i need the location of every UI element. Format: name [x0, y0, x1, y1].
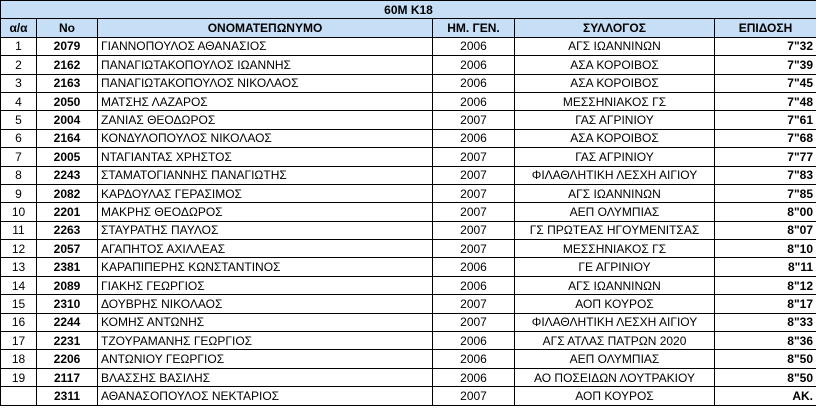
title-row — [1, 1, 816, 19]
row-birth-year: 2007 — [433, 166, 515, 184]
table-row — [1, 37, 816, 55]
row-aa: 6 — [1, 129, 37, 147]
row-performance: 8"11 — [715, 258, 816, 276]
table-row — [1, 313, 816, 331]
row-aa: 4 — [1, 92, 37, 110]
row-birth-year: 2007 — [433, 387, 515, 405]
table-row — [1, 221, 816, 239]
row-bib-number: 2206 — [37, 350, 98, 368]
row-aa: 5 — [1, 111, 37, 129]
row-aa: 7 — [1, 148, 37, 166]
row-performance: 8"36 — [715, 332, 816, 350]
row-athlete-name: ΓΙΑΝΝΟΠΟΥΛΟΣ ΑΘΑΝΑΣΙΟΣ — [98, 37, 433, 55]
col-header-name: ΟΝΟΜΑΤΕΠΩΝΥΜΟ — [98, 19, 433, 37]
row-club: ΦΙΛΑΘΛΗΤΙΚΗ ΛΕΣΧΗ ΑΙΓΙΟΥ — [515, 166, 715, 184]
row-aa: 14 — [1, 276, 37, 294]
row-aa: 3 — [1, 74, 37, 92]
row-club: ΜΕΣΣΗΝΙΑΚΟΣ ΓΣ — [515, 240, 715, 258]
row-birth-year: 2007 — [433, 203, 515, 221]
col-header-no: No — [37, 19, 98, 37]
row-athlete-name: ΑΘΑΝΑΣΟΠΟΥΛΟΣ ΝΕΚΤΑΡΙΟΣ — [98, 387, 433, 405]
table-row — [1, 276, 816, 294]
row-performance: 8"00 — [715, 203, 816, 221]
row-birth-year: 2006 — [433, 350, 515, 368]
row-birth-year: 2006 — [433, 37, 515, 55]
row-athlete-name: ΤΖΟΥΡΑΜΑΝΗΣ ΓΕΩΡΓΙΟΣ — [98, 332, 433, 350]
row-athlete-name: ΖΑΝΙΑΣ ΘΕΟΔΩΡΟΣ — [98, 111, 433, 129]
row-performance: ΑΚ. — [715, 387, 816, 405]
table-row — [1, 184, 816, 202]
row-birth-year: 2006 — [433, 332, 515, 350]
row-athlete-name: ΚΟΝΔΥΛΟΠΟΥΛΟΣ ΝΙΚΟΛΑΟΣ — [98, 129, 433, 147]
row-performance: 8"33 — [715, 313, 816, 331]
row-club: ΑΟΠ ΚΟΥΡΟΣ — [515, 387, 715, 405]
col-header-performance: ΕΠΙΔΟΣΗ — [715, 19, 816, 37]
table-row — [1, 387, 816, 405]
row-bib-number: 2005 — [37, 148, 98, 166]
table-row — [1, 74, 816, 92]
row-club: ΜΕΣΣΗΝΙΑΚΟΣ ΓΣ — [515, 92, 715, 110]
row-club: ΑΣΑ ΚΟΡΟΙΒΟΣ — [515, 74, 715, 92]
row-bib-number: 2004 — [37, 111, 98, 129]
row-birth-year: 2006 — [433, 129, 515, 147]
row-performance: 7"32 — [715, 37, 816, 55]
table-row — [1, 148, 816, 166]
row-performance: 7"48 — [715, 92, 816, 110]
row-aa: 18 — [1, 350, 37, 368]
row-aa: 12 — [1, 240, 37, 258]
row-bib-number: 2244 — [37, 313, 98, 331]
row-athlete-name: ΓΙΑΚΗΣ ΓΕΩΡΓΙΟΣ — [98, 276, 433, 294]
table-row — [1, 240, 816, 258]
row-club: ΑΕΠ ΟΛΥΜΠΙΑΣ — [515, 203, 715, 221]
table-row — [1, 258, 816, 276]
row-performance: 8"50 — [715, 350, 816, 368]
row-athlete-name: ΝΤΑΓΙΑΝΤΑΣ ΧΡΗΣΤΟΣ — [98, 148, 433, 166]
row-club: ΑΓΣ ΙΩΑΝΝΙΝΩΝ — [515, 184, 715, 202]
header-row — [1, 19, 816, 37]
row-bib-number: 2117 — [37, 368, 98, 386]
table-row — [1, 92, 816, 110]
col-header-club: ΣΥΛΛΟΓΟΣ — [515, 19, 715, 37]
row-aa: 19 — [1, 368, 37, 386]
row-athlete-name: ΜΑΤΣΗΣ ΛΑΖΑΡΟΣ — [98, 92, 433, 110]
row-club: ΑΣΑ ΚΟΡΟΙΒΟΣ — [515, 129, 715, 147]
row-club: ΑΟ ΠΟΣΕΙΔΩΝ ΛΟΥΤΡΑΚΙΟΥ — [515, 368, 715, 386]
row-athlete-name: ΣΤΑΥΡΑΤΗΣ ΠΑΥΛΟΣ — [98, 221, 433, 239]
row-athlete-name: ΣΤΑΜΑΤΟΓΙΑΝΝΗΣ ΠΑΝΑΓΙΩΤΗΣ — [98, 166, 433, 184]
row-athlete-name: ΠΑΝΑΓΙΩΤΑΚΟΠΟΥΛΟΣ ΙΩΑΝΝΗΣ — [98, 56, 433, 74]
table-row — [1, 295, 816, 313]
row-aa: 9 — [1, 184, 37, 202]
row-birth-year: 2007 — [433, 240, 515, 258]
row-performance: 7"39 — [715, 56, 816, 74]
row-club: ΓΕ ΑΓΡΙΝΙΟΥ — [515, 258, 715, 276]
row-club: ΑΓΣ ΑΤΛΑΣ ΠΑΤΡΩΝ 2020 — [515, 332, 715, 350]
row-bib-number: 2243 — [37, 166, 98, 184]
row-birth-year: 2006 — [433, 56, 515, 74]
row-performance: 7"61 — [715, 111, 816, 129]
row-club: ΑΟΠ ΚΟΥΡΟΣ — [515, 295, 715, 313]
row-performance: 8"10 — [715, 240, 816, 258]
results-body — [1, 37, 816, 405]
row-birth-year: 2007 — [433, 221, 515, 239]
row-club: ΑΕΠ ΟΛΥΜΠΙΑΣ — [515, 350, 715, 368]
row-performance: 7"77 — [715, 148, 816, 166]
row-athlete-name: ΒΛΑΣΣΗΣ ΒΑΣΙΛΗΣ — [98, 368, 433, 386]
row-performance: 7"68 — [715, 129, 816, 147]
row-athlete-name: ΔΟΥΒΡΗΣ ΝΙΚΟΛΑΟΣ — [98, 295, 433, 313]
row-bib-number: 2050 — [37, 92, 98, 110]
row-birth-year: 2007 — [433, 313, 515, 331]
row-bib-number: 2079 — [37, 37, 98, 55]
table-row — [1, 332, 816, 350]
row-club: ΑΓΣ ΙΩΑΝΝΙΝΩΝ — [515, 276, 715, 294]
row-birth-year: 2007 — [433, 295, 515, 313]
row-aa: 16 — [1, 313, 37, 331]
row-bib-number: 2263 — [37, 221, 98, 239]
row-bib-number: 2310 — [37, 295, 98, 313]
table-row — [1, 129, 816, 147]
row-bib-number: 2163 — [37, 74, 98, 92]
row-bib-number: 2082 — [37, 184, 98, 202]
table-row — [1, 166, 816, 184]
row-club: ΓΣ ΠΡΩΤΕΑΣ ΗΓΟΥΜΕΝΙΤΣΑΣ — [515, 221, 715, 239]
row-birth-year: 2007 — [433, 184, 515, 202]
row-aa: 2 — [1, 56, 37, 74]
row-aa: 8 — [1, 166, 37, 184]
row-performance: 7"45 — [715, 74, 816, 92]
row-athlete-name: ΜΑΚΡΗΣ ΘΕΟΔΩΡΟΣ — [98, 203, 433, 221]
row-bib-number: 2089 — [37, 276, 98, 294]
event-title: 60Μ Κ18 — [1, 1, 816, 19]
row-aa: 15 — [1, 295, 37, 313]
row-athlete-name: ΠΑΝΑΓΙΩΤΑΚΟΠΟΥΛΟΣ ΝΙΚΟΛΑΟΣ — [98, 74, 433, 92]
row-bib-number: 2057 — [37, 240, 98, 258]
row-performance: 8"50 — [715, 368, 816, 386]
row-aa: 17 — [1, 332, 37, 350]
row-athlete-name: ΚΑΡΔΟΥΛΑΣ ΓΕΡΑΣΙΜΟΣ — [98, 184, 433, 202]
row-aa — [1, 387, 37, 405]
col-header-aa: α/α — [1, 19, 37, 37]
row-aa: 1 — [1, 37, 37, 55]
row-aa: 10 — [1, 203, 37, 221]
table-row — [1, 368, 816, 386]
row-performance: 7"85 — [715, 184, 816, 202]
row-performance: 8"07 — [715, 221, 816, 239]
row-performance: 7"83 — [715, 166, 816, 184]
row-performance: 8"17 — [715, 295, 816, 313]
row-aa: 11 — [1, 221, 37, 239]
row-bib-number: 2201 — [37, 203, 98, 221]
row-birth-year: 2006 — [433, 276, 515, 294]
row-bib-number: 2231 — [37, 332, 98, 350]
row-bib-number: 2164 — [37, 129, 98, 147]
row-club: ΓΑΣ ΑΓΡΙΝΙΟΥ — [515, 111, 715, 129]
table-row — [1, 203, 816, 221]
row-athlete-name: ΚΟΜΗΣ ΑΝΤΩΝΗΣ — [98, 313, 433, 331]
row-birth-year: 2007 — [433, 111, 515, 129]
row-birth-year: 2006 — [433, 258, 515, 276]
row-birth-year: 2006 — [433, 92, 515, 110]
row-athlete-name: ΑΝΤΩΝΙΟΥ ΓΕΩΡΓΙΟΣ — [98, 350, 433, 368]
table-row — [1, 350, 816, 368]
table-row — [1, 56, 816, 74]
row-athlete-name: ΑΓΑΠΗΤΟΣ ΑΧΙΛΛΕΑΣ — [98, 240, 433, 258]
row-aa: 13 — [1, 258, 37, 276]
row-birth-year: 2006 — [433, 74, 515, 92]
row-club: ΑΓΣ ΙΩΑΝΝΙΝΩΝ — [515, 37, 715, 55]
col-header-birth: ΗΜ. ΓΕΝ. — [433, 19, 515, 37]
row-club: ΑΣΑ ΚΟΡΟΙΒΟΣ — [515, 56, 715, 74]
row-performance: 8"12 — [715, 276, 816, 294]
row-birth-year: 2006 — [433, 368, 515, 386]
row-athlete-name: ΚΑΡΑΠΙΠΕΡΗΣ ΚΩΝΣΤΑΝΤΙΝΟΣ — [98, 258, 433, 276]
row-club: ΓΑΣ ΑΓΡΙΝΙΟΥ — [515, 148, 715, 166]
row-bib-number: 2311 — [37, 387, 98, 405]
row-bib-number: 2162 — [37, 56, 98, 74]
row-club: ΦΙΛΑΘΛΗΤΙΚΗ ΛΕΣΧΗ ΑΙΓΙΟΥ — [515, 313, 715, 331]
row-bib-number: 2381 — [37, 258, 98, 276]
table-row — [1, 111, 816, 129]
row-birth-year: 2007 — [433, 148, 515, 166]
